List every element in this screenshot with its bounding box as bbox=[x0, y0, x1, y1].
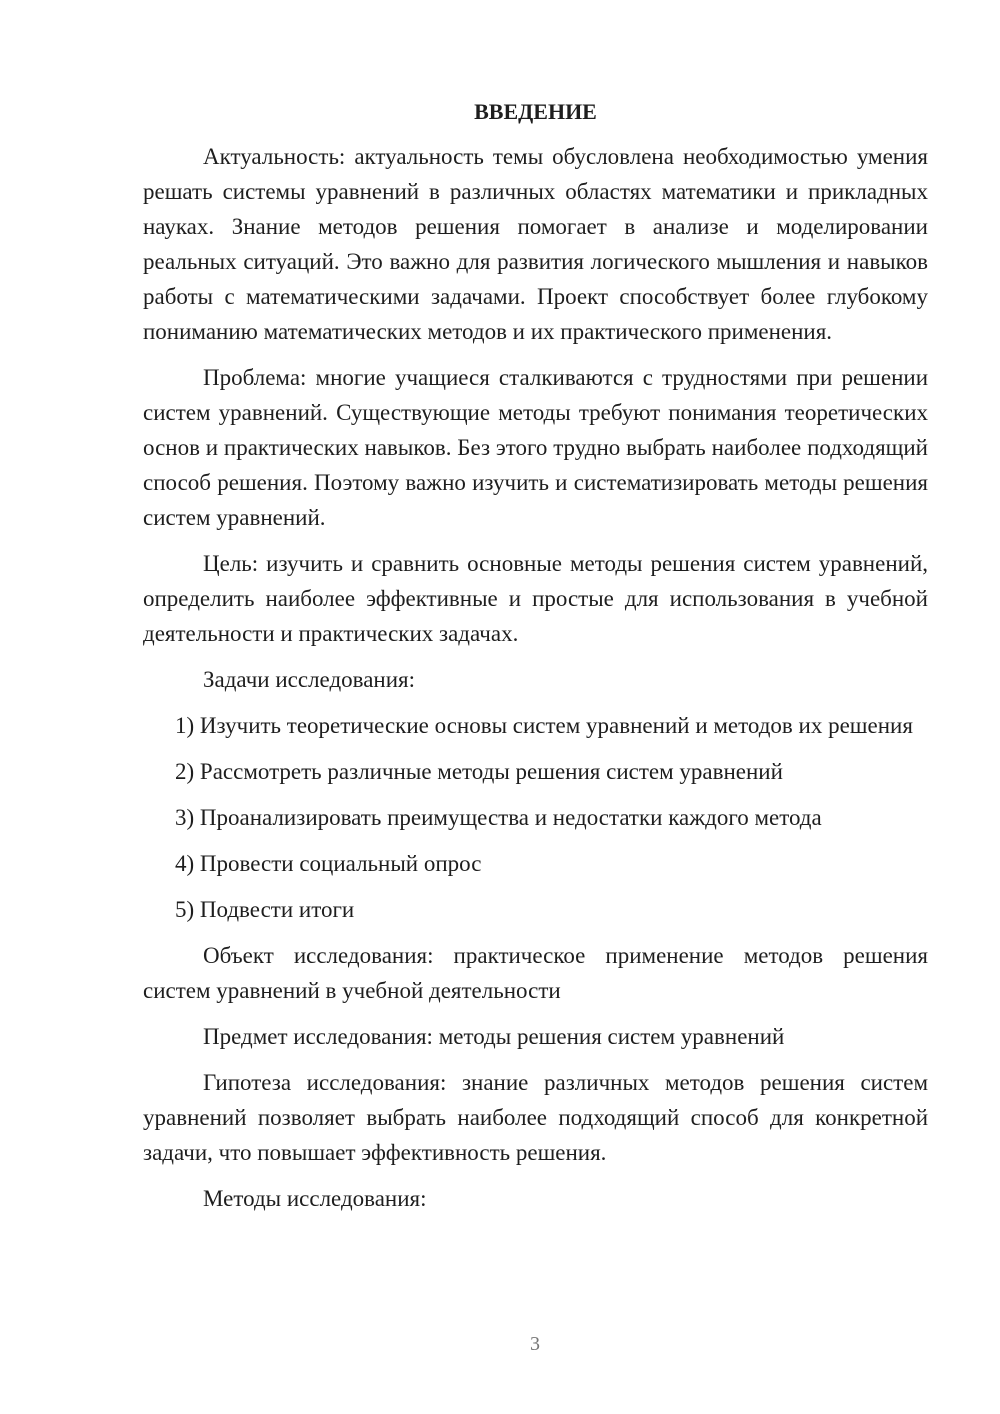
page-number: 3 bbox=[530, 1333, 540, 1355]
hypothesis-paragraph: Гипотеза исследования: знание различных методов решения систем уравнений позволяет выбрать наиболее подходящий способ для конкретной задачи, что повышает эффективность решения. bbox=[143, 1070, 928, 1165]
problem-paragraph: Проблема: многие учащиеся сталкиваются с трудностями при решении систем уравнений. Существующие методы требуют понимания теоретических основ и практических навыков. Без этого трудно выбрать наиболее подходящий способ решения. Поэтому важно изучить и систематизировать методы решения систем уравнений. bbox=[143, 365, 928, 530]
subject-paragraph: Предмет исследования: методы решения систем уравнений bbox=[203, 1024, 785, 1049]
tasks-heading: Задачи исследования: bbox=[203, 667, 416, 692]
page-title: ВВЕДЕНИЕ bbox=[474, 99, 597, 124]
list-item: 1) Изучить теоретические основы систем уравнений и методов их решения bbox=[175, 713, 913, 738]
list-item: 3) Проанализировать преимущества и недостатки каждого метода bbox=[175, 805, 822, 830]
tasks-list bbox=[143, 708, 928, 927]
methods-heading: Методы исследования: bbox=[203, 1186, 427, 1211]
document-page bbox=[143, 94, 928, 1227]
list-item: 4) Провести социальный опрос bbox=[175, 851, 482, 876]
list-item: 5) Подвести итоги bbox=[175, 897, 355, 922]
goal-paragraph: Цель: изучить и сравнить основные методы решения систем уравнений, определить наиболее эффективные и простые для использования в учебной деятельности и практических задачах. bbox=[143, 551, 928, 646]
object-paragraph: Объект исследования: практическое применение методов решения систем уравнений в учебной деятельности bbox=[143, 943, 928, 1003]
list-item: 2) Рассмотреть различные методы решения систем уравнений bbox=[175, 759, 783, 784]
relevance-paragraph: Актуальность: актуальность темы обусловлена необходимостью умения решать системы уравнений в различных областях математики и прикладных науках. Знание методов решения помогает в анализе и моделировании реальных ситуаций. Это важно для развития логического мышления и навыков работы с математическими задачами. Проект способствует более глубокому пониманию математических методов и их практического применения. bbox=[143, 144, 928, 344]
